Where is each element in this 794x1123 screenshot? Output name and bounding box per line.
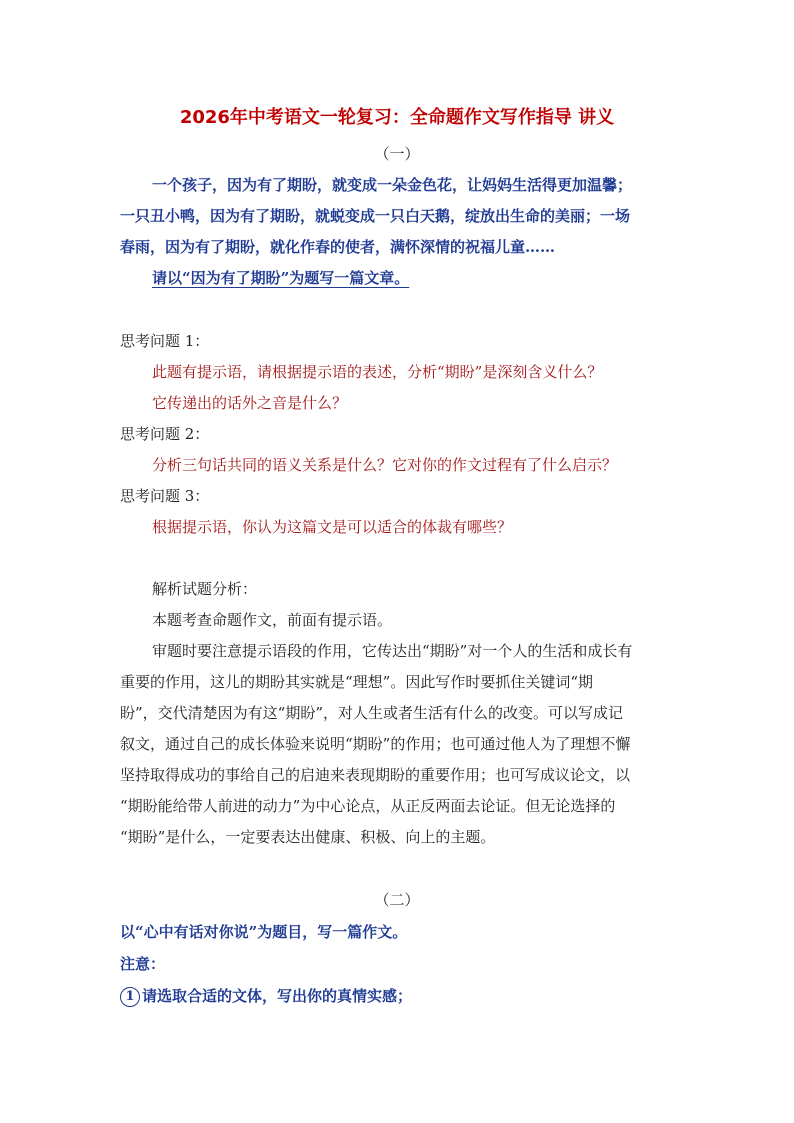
analysis-line-4: 叙文，通过自己的成长体验来说明“期盼”的作用；也可通过他人为了理想不懈 [120,735,631,753]
analysis-line-2: 重要的作用，这儿的期盼其实就是“理想”。因此写作时要抓住关键词“期 [120,673,594,691]
document-title: 2026年中考语文一轮复习：全命题作文写作指导 讲义 [179,107,615,128]
analysis-intro: 本题考查命题作文，前面有提示语。 [152,611,393,629]
question-1-line-2: 它传递出的话外之音是什么？ [152,394,348,412]
note-label: 注意： [120,955,166,973]
writing-task: 请以“因为有了期盼”为题写一篇文章。 [152,269,410,287]
analysis-line-7: “期盼”是什么，一定要表达出健康、积极、向上的主题。 [120,828,496,846]
analysis-line-5: 坚持取得成功的事给自己的启迪来表现期盼的重要作用；也可写成议论文，以 [120,766,631,784]
question-1-line-1: 此题有提示语，请根据提示语的表述，分析“期盼”是深刻含义什么？ [152,363,603,381]
question-2-line: 分析三句话共同的语义关系是什么？它对你的作文过程有了什么启示？ [152,456,618,474]
analysis-line-3: 盼”，交代清楚因为有这“期盼”，对人生或者生活有什么的改变。可以写成记 [120,704,624,722]
note-item-1-text: 请选取合适的文体，写出你的真情实感； [142,987,413,1005]
prompt-line-2: 一只丑小鸭，因为有了期盼，就蜕变成一只白天鹅，绽放出生命的美丽；一场 [120,207,631,225]
analysis-line-1: 审题时要注意提示语段的作用，它传达出“期盼”对一个人的生活和成长有 [152,642,633,660]
question-3-label: 思考问题 3： [120,487,210,505]
note-item-1 [120,986,412,1007]
question-3-line: 根据提示语，你认为这篇文是可以适合的体裁有哪些？ [152,518,513,536]
analysis-line-6: “期盼能给带人前进的动力”为中心论点，从正反两面去论证。但无论选择的 [120,797,616,815]
prompt-line-3: 春雨，因为有了期盼，就化作春的使者，满怀深情的祝福儿童…… [120,238,556,256]
item-number-badge: 1 [120,987,140,1007]
question-1-label: 思考问题 1： [120,332,210,350]
writing-task-2: 以“心中有话对你说”为题目，写一篇作文。 [120,923,408,941]
question-2-label: 思考问题 2： [120,425,210,443]
analysis-label: 解析试题分析： [152,580,258,598]
section-marker-2: （二） [374,891,420,909]
prompt-line-1: 一个孩子，因为有了期盼，就变成一朵金色花，让妈妈生活得更加温馨； [152,176,633,194]
section-marker-1: （一） [374,145,420,163]
